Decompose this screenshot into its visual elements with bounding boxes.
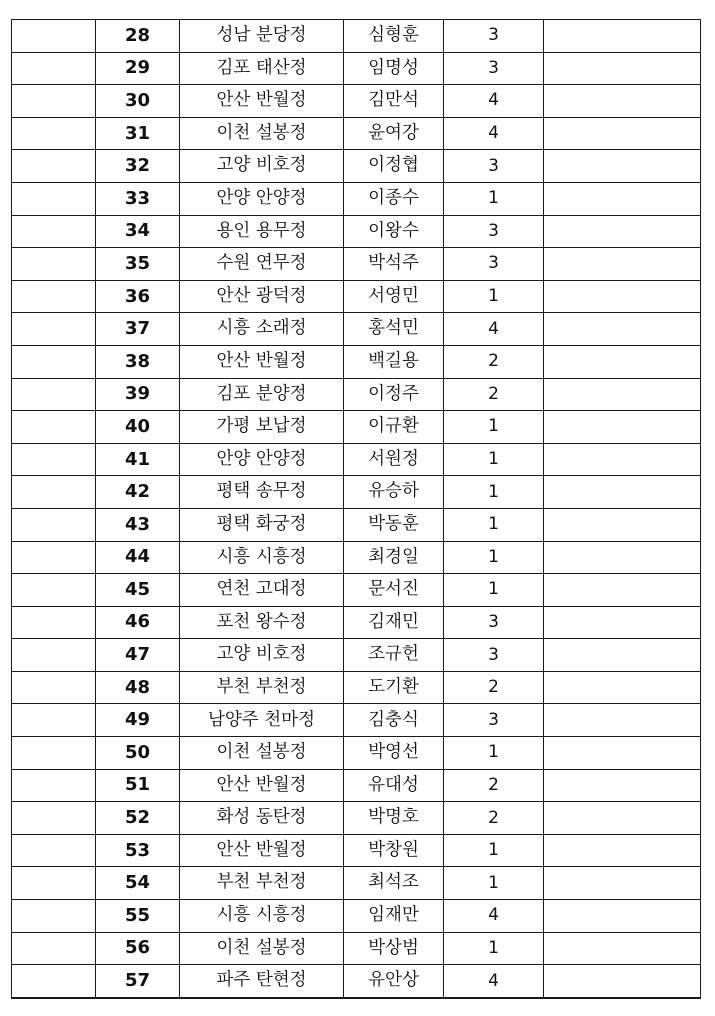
count-cell: 3 [444, 248, 544, 281]
person-name-cell: 조규헌 [344, 639, 444, 672]
table-row [12, 769, 701, 802]
count-cell: 1 [444, 443, 544, 476]
row-number-cell: 35 [96, 248, 180, 281]
row-number-cell: 53 [96, 834, 180, 867]
table-row [12, 965, 701, 998]
empty-cell [544, 671, 701, 704]
empty-cell [544, 834, 701, 867]
empty-cell [12, 932, 96, 965]
empty-cell [12, 671, 96, 704]
empty-cell [12, 508, 96, 541]
person-name-cell: 유안상 [344, 965, 444, 998]
empty-cell [12, 574, 96, 607]
count-cell: 3 [444, 215, 544, 248]
empty-cell [544, 378, 701, 411]
table-row [12, 671, 701, 704]
row-number-cell: 45 [96, 574, 180, 607]
person-name-cell: 김재민 [344, 606, 444, 639]
table-row [12, 802, 701, 835]
table-row [12, 606, 701, 639]
row-number-cell: 41 [96, 443, 180, 476]
branch-cell: 안산 반월정 [180, 834, 344, 867]
count-cell: 1 [444, 867, 544, 900]
count-cell: 2 [444, 671, 544, 704]
table-row [12, 280, 701, 313]
roster-table [11, 19, 701, 999]
empty-cell [12, 280, 96, 313]
empty-cell [544, 639, 701, 672]
branch-cell: 부천 부천정 [180, 867, 344, 900]
count-cell: 2 [444, 378, 544, 411]
person-name-cell: 서원정 [344, 443, 444, 476]
count-cell: 4 [444, 313, 544, 346]
empty-cell [544, 411, 701, 444]
empty-cell [544, 606, 701, 639]
branch-cell: 이천 설봉정 [180, 932, 344, 965]
empty-cell [12, 704, 96, 737]
person-name-cell: 문서진 [344, 574, 444, 607]
branch-cell: 평택 화궁정 [180, 508, 344, 541]
row-number-cell: 38 [96, 345, 180, 378]
table-row [12, 182, 701, 215]
person-name-cell: 최석조 [344, 867, 444, 900]
empty-cell [544, 965, 701, 998]
count-cell: 1 [444, 834, 544, 867]
branch-cell: 포천 왕수정 [180, 606, 344, 639]
empty-cell [12, 182, 96, 215]
branch-cell: 시흥 시흥정 [180, 541, 344, 574]
person-name-cell: 박동훈 [344, 508, 444, 541]
empty-cell [544, 248, 701, 281]
count-cell: 1 [444, 574, 544, 607]
empty-cell [12, 443, 96, 476]
person-name-cell: 박영선 [344, 737, 444, 770]
branch-cell: 시흥 소래정 [180, 313, 344, 346]
branch-cell: 가평 보납정 [180, 411, 344, 444]
table-row [12, 117, 701, 150]
row-number-cell: 50 [96, 737, 180, 770]
table-row [12, 215, 701, 248]
row-number-cell: 44 [96, 541, 180, 574]
branch-cell: 이천 설봉정 [180, 117, 344, 150]
table-row [12, 639, 701, 672]
branch-cell: 안양 안양정 [180, 443, 344, 476]
empty-cell [544, 508, 701, 541]
empty-cell [544, 443, 701, 476]
branch-cell: 고양 비호정 [180, 639, 344, 672]
empty-cell [12, 215, 96, 248]
count-cell: 3 [444, 704, 544, 737]
person-name-cell: 이정협 [344, 150, 444, 183]
count-cell: 1 [444, 508, 544, 541]
empty-cell [12, 867, 96, 900]
empty-cell [12, 737, 96, 770]
empty-cell [544, 574, 701, 607]
empty-cell [12, 606, 96, 639]
empty-cell [544, 737, 701, 770]
count-cell: 2 [444, 345, 544, 378]
empty-cell [12, 834, 96, 867]
empty-cell [12, 20, 96, 53]
table-row [12, 508, 701, 541]
row-number-cell: 52 [96, 802, 180, 835]
person-name-cell: 심형훈 [344, 20, 444, 53]
empty-cell [12, 411, 96, 444]
count-cell: 4 [444, 900, 544, 933]
table-row [12, 443, 701, 476]
empty-cell [12, 541, 96, 574]
person-name-cell: 이왕수 [344, 215, 444, 248]
empty-cell [544, 541, 701, 574]
row-number-cell: 57 [96, 965, 180, 998]
empty-cell [12, 85, 96, 118]
row-number-cell: 31 [96, 117, 180, 150]
row-number-cell: 40 [96, 411, 180, 444]
branch-cell: 안산 반월정 [180, 769, 344, 802]
branch-cell: 이천 설봉정 [180, 737, 344, 770]
person-name-cell: 박명호 [344, 802, 444, 835]
person-name-cell: 윤여강 [344, 117, 444, 150]
branch-cell: 평택 송무정 [180, 476, 344, 509]
person-name-cell: 홍석민 [344, 313, 444, 346]
row-number-cell: 43 [96, 508, 180, 541]
person-name-cell: 박석주 [344, 248, 444, 281]
count-cell: 3 [444, 52, 544, 85]
person-name-cell: 서영민 [344, 280, 444, 313]
branch-cell: 김포 분양정 [180, 378, 344, 411]
row-number-cell: 37 [96, 313, 180, 346]
branch-cell: 부천 부천정 [180, 671, 344, 704]
person-name-cell: 임명성 [344, 52, 444, 85]
empty-cell [544, 769, 701, 802]
person-name-cell: 이정주 [344, 378, 444, 411]
empty-cell [544, 182, 701, 215]
row-number-cell: 56 [96, 932, 180, 965]
row-number-cell: 46 [96, 606, 180, 639]
table-row [12, 737, 701, 770]
empty-cell [12, 900, 96, 933]
row-number-cell: 39 [96, 378, 180, 411]
table-row [12, 704, 701, 737]
count-cell: 1 [444, 932, 544, 965]
count-cell: 1 [444, 182, 544, 215]
empty-cell [544, 52, 701, 85]
branch-cell: 김포 태산정 [180, 52, 344, 85]
table-row [12, 574, 701, 607]
roster-body [12, 20, 701, 998]
row-number-cell: 42 [96, 476, 180, 509]
empty-cell [12, 313, 96, 346]
table-row [12, 345, 701, 378]
table-row [12, 932, 701, 965]
count-cell: 2 [444, 802, 544, 835]
count-cell: 1 [444, 476, 544, 509]
person-name-cell: 이종수 [344, 182, 444, 215]
count-cell: 1 [444, 737, 544, 770]
row-number-cell: 32 [96, 150, 180, 183]
count-cell: 1 [444, 280, 544, 313]
branch-cell: 안산 반월정 [180, 345, 344, 378]
branch-cell: 고양 비호정 [180, 150, 344, 183]
count-cell: 3 [444, 150, 544, 183]
row-number-cell: 48 [96, 671, 180, 704]
row-number-cell: 30 [96, 85, 180, 118]
table-row [12, 411, 701, 444]
empty-cell [12, 965, 96, 998]
empty-cell [12, 639, 96, 672]
table-row [12, 85, 701, 118]
table-row [12, 150, 701, 183]
person-name-cell: 김만석 [344, 85, 444, 118]
table-row [12, 313, 701, 346]
empty-cell [12, 345, 96, 378]
count-cell: 1 [444, 411, 544, 444]
empty-cell [12, 378, 96, 411]
branch-cell: 남양주 천마정 [180, 704, 344, 737]
empty-cell [12, 248, 96, 281]
branch-cell: 성남 분당정 [180, 20, 344, 53]
empty-cell [12, 150, 96, 183]
row-number-cell: 49 [96, 704, 180, 737]
table-row [12, 52, 701, 85]
branch-cell: 연천 고대정 [180, 574, 344, 607]
empty-cell [544, 900, 701, 933]
row-number-cell: 29 [96, 52, 180, 85]
person-name-cell: 백길용 [344, 345, 444, 378]
empty-cell [544, 345, 701, 378]
row-number-cell: 33 [96, 182, 180, 215]
count-cell: 4 [444, 965, 544, 998]
row-number-cell: 34 [96, 215, 180, 248]
table-row [12, 248, 701, 281]
empty-cell [12, 802, 96, 835]
empty-cell [12, 52, 96, 85]
empty-cell [12, 769, 96, 802]
empty-cell [544, 117, 701, 150]
empty-cell [544, 280, 701, 313]
count-cell: 3 [444, 606, 544, 639]
person-name-cell: 유승하 [344, 476, 444, 509]
person-name-cell: 최경일 [344, 541, 444, 574]
branch-cell: 파주 탄현정 [180, 965, 344, 998]
person-name-cell: 김충식 [344, 704, 444, 737]
person-name-cell: 임재만 [344, 900, 444, 933]
branch-cell: 용인 용무정 [180, 215, 344, 248]
table-row [12, 541, 701, 574]
row-number-cell: 47 [96, 639, 180, 672]
empty-cell [544, 150, 701, 183]
person-name-cell: 박상범 [344, 932, 444, 965]
count-cell: 1 [444, 541, 544, 574]
branch-cell: 안산 광덕정 [180, 280, 344, 313]
person-name-cell: 박창원 [344, 834, 444, 867]
empty-cell [544, 313, 701, 346]
row-number-cell: 55 [96, 900, 180, 933]
empty-cell [12, 476, 96, 509]
branch-cell: 화성 동탄정 [180, 802, 344, 835]
empty-cell [544, 932, 701, 965]
count-cell: 3 [444, 20, 544, 53]
row-number-cell: 54 [96, 867, 180, 900]
empty-cell [544, 20, 701, 53]
table-row [12, 476, 701, 509]
person-name-cell: 이규환 [344, 411, 444, 444]
count-cell: 4 [444, 117, 544, 150]
empty-cell [544, 476, 701, 509]
empty-cell [544, 867, 701, 900]
branch-cell: 안산 반월정 [180, 85, 344, 118]
branch-cell: 안양 안양정 [180, 182, 344, 215]
count-cell: 2 [444, 769, 544, 802]
empty-cell [544, 85, 701, 118]
count-cell: 4 [444, 85, 544, 118]
person-name-cell: 유대성 [344, 769, 444, 802]
table-row [12, 900, 701, 933]
table-row [12, 834, 701, 867]
row-number-cell: 51 [96, 769, 180, 802]
row-number-cell: 36 [96, 280, 180, 313]
empty-cell [12, 117, 96, 150]
count-cell: 3 [444, 639, 544, 672]
row-number-cell: 28 [96, 20, 180, 53]
empty-cell [544, 802, 701, 835]
person-name-cell: 도기환 [344, 671, 444, 704]
empty-cell [544, 704, 701, 737]
branch-cell: 시흥 시흥정 [180, 900, 344, 933]
table-row [12, 867, 701, 900]
table-row [12, 378, 701, 411]
table-row [12, 20, 701, 53]
empty-cell [544, 215, 701, 248]
branch-cell: 수원 연무정 [180, 248, 344, 281]
